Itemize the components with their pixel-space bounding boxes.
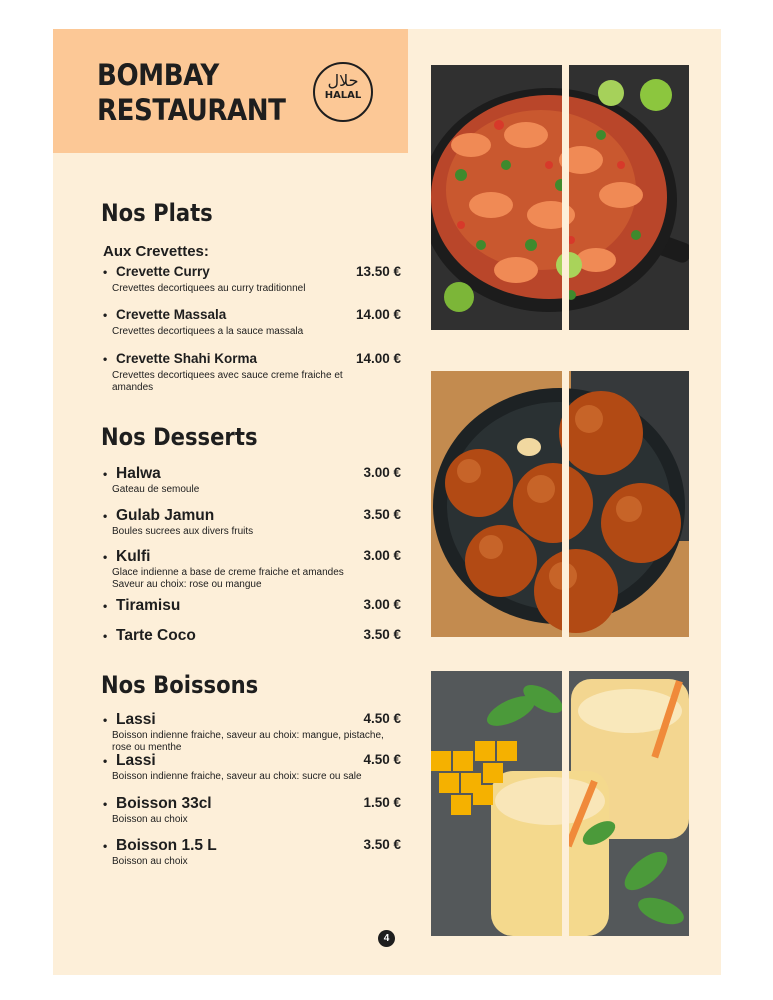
- item-price: 1.50 €: [363, 795, 401, 810]
- photo-divider: [562, 671, 569, 936]
- photo-divider: [562, 371, 569, 637]
- item-description: Gateau de semoule: [112, 484, 200, 495]
- halal-label: HALAL: [324, 90, 362, 101]
- item-name: • Halwa: [103, 465, 403, 483]
- menu-item: [103, 627, 403, 645]
- item-name: • Kulfi: [103, 548, 403, 566]
- item-price: 3.50 €: [363, 627, 401, 642]
- item-name: • Gulab Jamun: [103, 507, 403, 525]
- menu-item: [103, 351, 403, 394]
- item-description: Crevettes decortiquees a la sauce massala: [112, 326, 304, 337]
- item-description: Boisson indienne fraiche, saveur au choix: mangue, pistache, rose ou menthe: [112, 730, 384, 753]
- item-name: • Crevette Curry: [103, 264, 403, 279]
- menu-item: [103, 264, 403, 295]
- menu-item: [103, 795, 403, 826]
- item-price: 4.50 €: [363, 711, 401, 726]
- section-title-plats: Nos Plats: [101, 199, 213, 227]
- menu-item: [103, 711, 403, 754]
- item-price: 3.50 €: [363, 837, 401, 852]
- item-price: 3.00 €: [363, 465, 401, 480]
- item-price: 4.50 €: [363, 752, 401, 767]
- item-description: Glace indienne a base de creme fraiche et amandes Saveur au choix: rose ou mangue: [112, 567, 344, 590]
- item-description: Boules sucrees aux divers fruits: [112, 526, 254, 537]
- gulab-jamun-photo: [431, 371, 689, 637]
- item-description: Boisson indienne fraiche, saveur au choix: sucre ou sale: [112, 771, 362, 782]
- item-description: Boisson au choix: [112, 856, 188, 867]
- subheading-crevettes: Aux Crevettes:: [103, 243, 209, 260]
- item-price: 3.00 €: [363, 597, 401, 612]
- halal-badge: [313, 62, 373, 122]
- section-title-desserts: Nos Desserts: [101, 423, 258, 451]
- restaurant-name: BOMBAY RESTAURANT: [97, 58, 286, 127]
- item-description: Crevettes decortiquees avec sauce creme fraiche et amandes: [112, 370, 343, 393]
- menu-item: [103, 837, 403, 868]
- item-name: • Boisson 1.5 L: [103, 837, 403, 855]
- menu-item: [103, 597, 403, 615]
- mango-lassi-photo: [431, 671, 689, 936]
- item-price: 3.00 €: [363, 548, 401, 563]
- item-name: • Lassi: [103, 752, 403, 770]
- shrimp-paella-photo: [431, 65, 689, 330]
- halal-arabic-text: حلال: [327, 71, 359, 90]
- menu-item: [103, 465, 403, 496]
- item-name: • Lassi: [103, 711, 403, 729]
- menu-item: [103, 752, 403, 783]
- page-number: 4: [378, 930, 395, 947]
- photo-divider: [562, 65, 569, 330]
- item-name: • Boisson 33cl: [103, 795, 403, 813]
- item-name: • Tiramisu: [103, 597, 403, 615]
- item-name: • Crevette Shahi Korma: [103, 351, 403, 366]
- menu-item: [103, 507, 403, 538]
- section-title-boissons: Nos Boissons: [101, 671, 259, 699]
- item-price: 14.00 €: [355, 307, 401, 322]
- item-name: • Tarte Coco: [103, 627, 403, 645]
- menu-item: [103, 307, 403, 338]
- item-price: 14.00 €: [355, 351, 401, 366]
- item-description: Boisson au choix: [112, 814, 188, 825]
- item-price: 13.50 €: [355, 264, 401, 279]
- item-description: Crevettes decortiquees au curry traditionnel: [112, 283, 306, 294]
- item-name: • Crevette Massala: [103, 307, 403, 322]
- item-price: 3.50 €: [363, 507, 401, 522]
- menu-item: [103, 548, 403, 591]
